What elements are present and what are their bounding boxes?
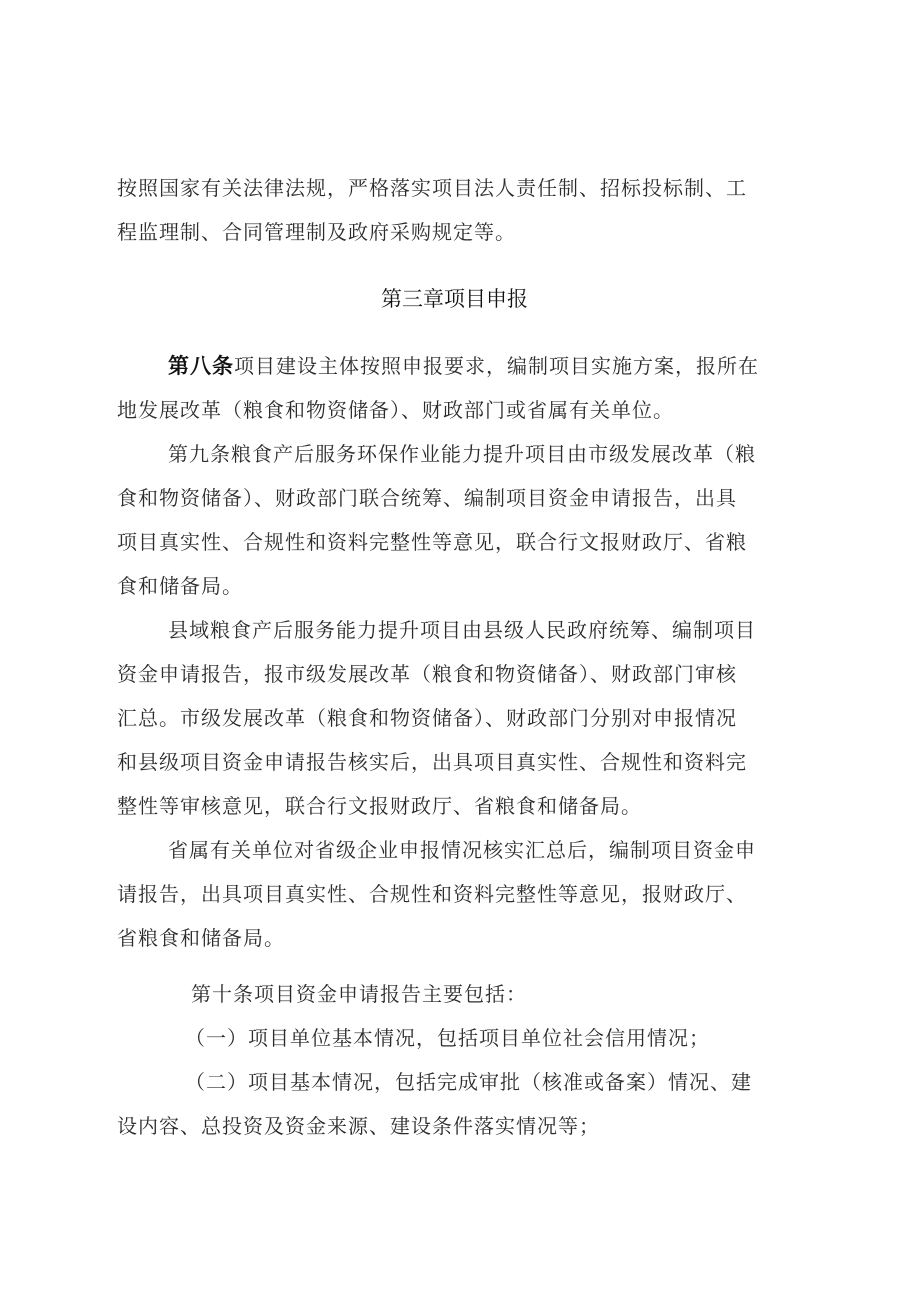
county-line-1: 县域粮食产后服务能力提升项目由县级人民政府统筹、编制项目 [168, 618, 756, 642]
item1-line: （一）项目单位基本情况，包括项目单位社会信用情况； [185, 1026, 710, 1050]
provincial-line-1: 省属有关单位对省级企业申报情况核实汇总后，编制项目资金申 [168, 838, 756, 862]
item2-line-2: 设内容、总投资及资金来源、建设条件落实情况等； [117, 1114, 600, 1138]
provincial-line-3: 省粮食和储备局。 [117, 926, 285, 950]
article8-line-1 [168, 353, 759, 379]
county-line-4: 和县级项目资金申请报告核实后，出具项目真实性、合规性和资料完 [117, 750, 747, 774]
article10-line: 第十条项目资金申请报告主要包括： [191, 982, 527, 1006]
article8-line-2: 地发展改革（粮食和物资储备）、财政部门或省属有关单位。 [117, 398, 674, 422]
county-line-2: 资金申请报告，报市级发展改革（粮食和物资储备）、财政部门审核 [117, 662, 737, 686]
intro-line-2: 程监理制、合同管理制及政府采购规定等。 [117, 220, 516, 244]
article9-line-4: 食和储备局。 [117, 574, 243, 598]
chapter-heading: 第三章项目申报 [381, 287, 528, 311]
item2-line-1: （二）项目基本情况，包括完成审批（核准或备案）情况、建 [185, 1070, 752, 1094]
article9-line-3: 项目真实性、合规性和资料完整性等意见，联合行文报财政厅、省粮 [117, 530, 747, 554]
article8-line-1-text: 项目建设主体按照申报要求，编制项目实施方案，报所在 [234, 354, 759, 378]
intro-line-1: 按照国家有关法律法规，严格落实项目法人责任制、招标投标制、工 [117, 176, 747, 200]
provincial-line-2: 请报告，出具项目真实性、合规性和资料完整性等意见，报财政厅、 [117, 882, 747, 906]
article9-line-1: 第九条粮食产后服务环保作业能力提升项目由市级发展改革（粮 [168, 442, 756, 466]
county-line-3: 汇总。市级发展改革（粮食和物资储备）、财政部门分别对申报情况 [117, 706, 737, 730]
article8-lead: 第八条 [168, 354, 234, 378]
county-line-5: 整性等审核意见，联合行文报财政厅、省粮食和储备局。 [117, 794, 642, 818]
article9-line-2: 食和物资储备）、财政部门联合统筹、编制项目资金申请报告，出具 [117, 486, 737, 510]
